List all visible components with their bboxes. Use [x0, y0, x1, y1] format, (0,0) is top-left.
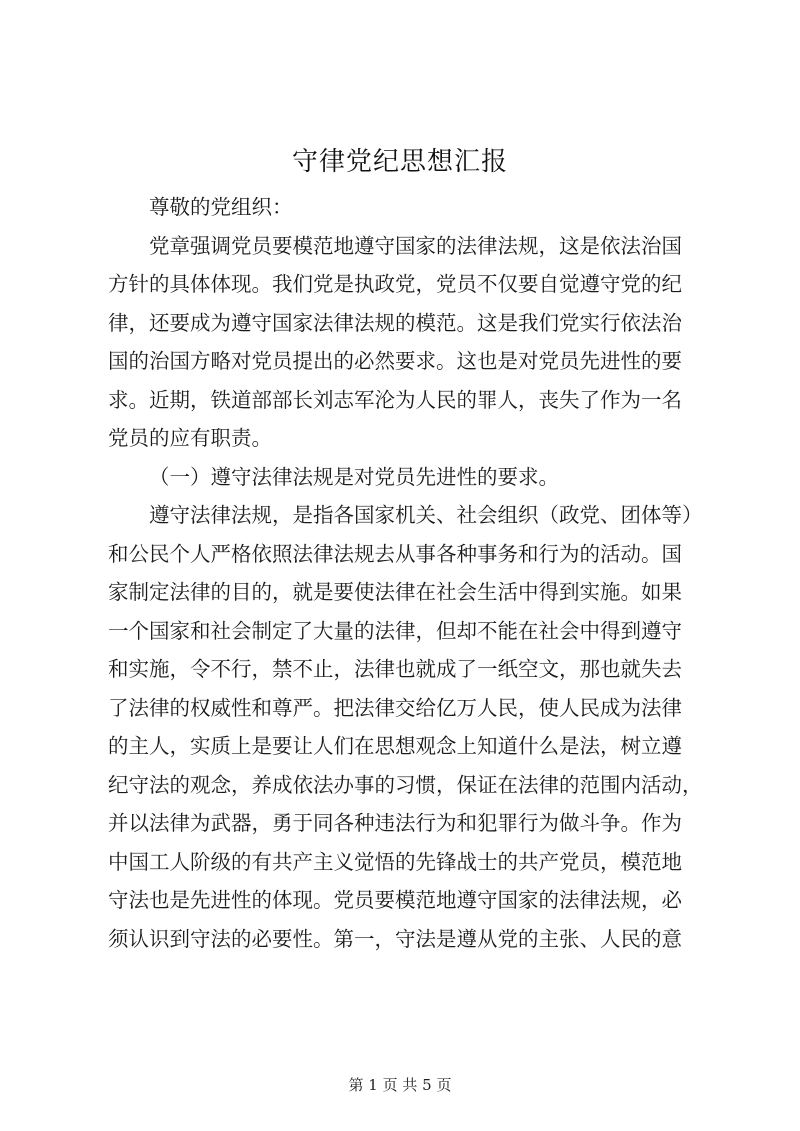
body-line: 家制定法律的目的，就是要使法律在社会生活中得到实施。如果	[108, 580, 682, 604]
body-line: 和实施，令不行，禁不止，法律也就成了一纸空文，那也就失去	[108, 657, 682, 681]
body-line: 和公民个人严格依照法律法规去从事各种事务和行为的活动。国	[108, 541, 682, 566]
body-line: （一）遵守法律法规是对党员先进性的要求。	[149, 464, 559, 489]
body-line: 中国工人阶级的有共产主义觉悟的先锋战士的共产党员，模范地	[108, 849, 682, 874]
body-line: 的主人，实质上是要让人们在思想观念上知道什么是法，树立遵	[108, 734, 682, 758]
body-line: 律，还要成为遵守国家法律法规的模范。这是我们党实行依法治	[108, 310, 682, 335]
body-line: 须认识到守法的必要性。第一，守法是遵从党的主张、人民的意	[108, 926, 682, 951]
body-line: 求。近期，铁道部部长刘志军沦为人民的罪人，丧失了作为一名	[108, 387, 682, 412]
page-number-footer: 第 1 页 共 5 页	[348, 1076, 452, 1094]
body-line: 遵守法律法规，是指各国家机关、社会组织（政党、团体等）	[149, 503, 703, 527]
body-line: 一个国家和社会制定了大量的法律，但却不能在社会中得到遵守	[108, 618, 682, 643]
body-line: 了法律的权威性和尊严。把法律交给亿万人民，使人民成为法律	[108, 695, 682, 720]
body-line: 党员的应有职责。	[108, 426, 272, 450]
body-line: 守法也是先进性的体现。党员要模范地遵守国家的法律法规，必	[108, 888, 682, 912]
document-body	[108, 188, 708, 958]
body-line: 党章强调党员要模范地遵守国家的法律法规，这是依法治国	[149, 233, 682, 258]
document-title: 守律党纪思想汇报	[291, 147, 508, 177]
body-line: 国的治国方略对党员提出的必然要求。这也是对党员先进性的要	[108, 349, 682, 373]
body-line: 方针的具体体现。我们党是执政党，党员不仅要自觉遵守党的纪	[108, 272, 682, 296]
body-line: 尊敬的党组织：	[149, 195, 293, 219]
body-line: 纪守法的观念，养成依法办事的习惯，保证在法律的范围内活动，	[108, 772, 703, 797]
body-line: 并以法律为武器，勇于同各种违法行为和犯罪行为做斗争。作为	[108, 811, 682, 835]
